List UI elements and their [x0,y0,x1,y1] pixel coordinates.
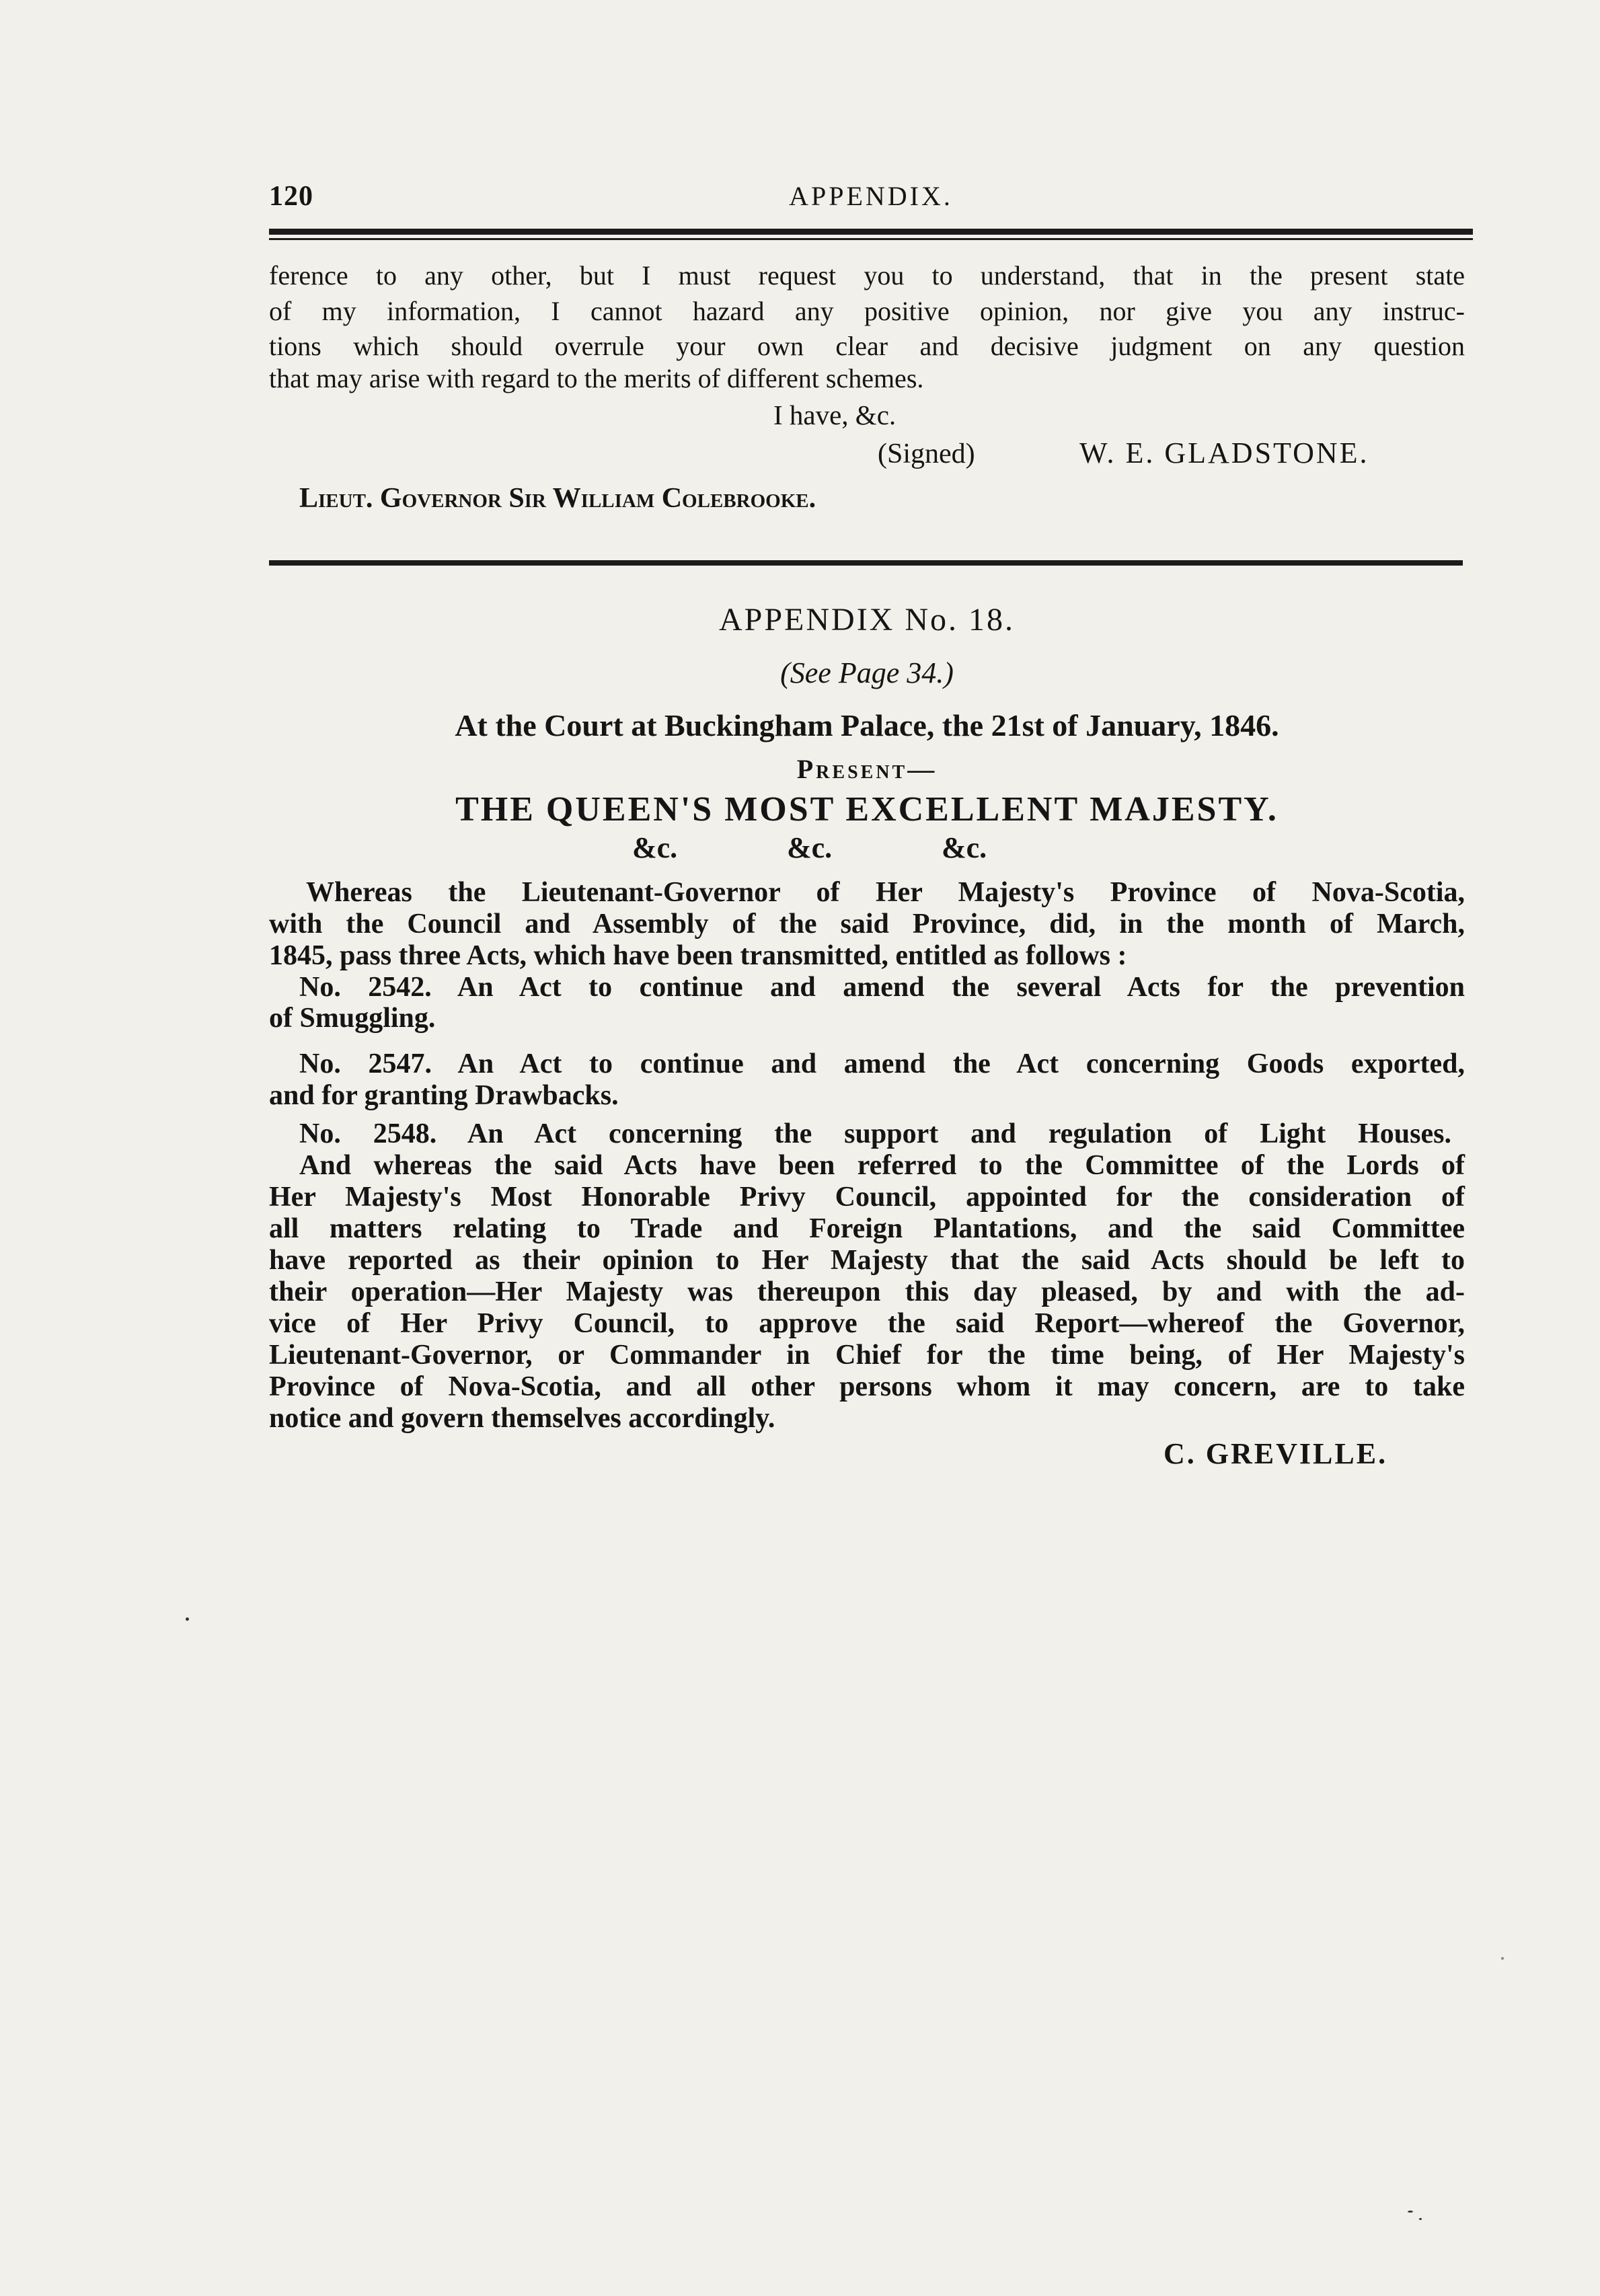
section-rule [269,560,1463,566]
page-header [269,180,1473,221]
order-line: Whereas the Lieutenant-Governor of Her Majesty's Province of Nova-Scotia, [306,877,1465,908]
signed-label: (Signed) [878,438,975,469]
header-rule [269,229,1473,240]
paper-speck [1419,2218,1422,2220]
order-line: No. 2547. An Act to continue and amend the Act concerning Goods exported, [299,1048,1465,1079]
letter-line: tions which should overrule your own clear and decisive judgment on any question [269,331,1465,361]
etc-item: &c. [632,831,678,864]
order-line: with the Council and Assembly of the said Province, did, in the month of March, [269,909,1465,940]
court-line: At the Court at Buckingham Palace, the 21st of January, 1846. [455,708,1279,742]
order-line: have reported as their opinion to Her Majesty that the said Acts should be left to [269,1245,1465,1276]
letter-line: ference to any other, but I must request you to understand, that in the present state [269,260,1465,291]
etc-item: &c. [787,831,833,864]
order-line: No. 2548. An Act concerning the support and regulation of Light Houses. [299,1118,1451,1149]
order-line: Lieutenant-Governor, or Commander in Chief for the time being, of Her Majesty's [269,1340,1465,1371]
paper-speck [1501,1957,1504,1960]
etc-row [632,831,1096,865]
addressee [299,482,816,514]
paper-speck [1408,2211,1413,2213]
queen-heading: THE QUEEN'S MOST EXCELLENT MAJESTY. [455,790,1279,829]
paper-speck [186,1617,189,1621]
present-label: Present— [796,754,938,784]
order-line: all matters relating to Trade and Foreign Plantations, and the said Committee [269,1213,1465,1244]
page-number: 120 [269,181,313,212]
addressee-text: Lieut. Governor Sir William Colebrooke. [299,483,816,514]
order-line: their operation—Her Majesty was thereupon this day pleased, by and with the ad- [269,1276,1465,1307]
letter-line: that may arise with regard to the merits of different schemes. [269,363,924,393]
signer-name: W. E. GLADSTONE. [1079,436,1369,469]
order-line: of Smuggling. [269,1003,436,1034]
signature-block [878,436,1369,470]
order-line: and for granting Drawbacks. [269,1080,619,1111]
order-line: 1845, pass three Acts, which have been transmitted, entitled as follows : [269,940,1127,971]
order-line: Province of Nova-Scotia, and all other persons whom it may concern, are to take [269,1371,1465,1402]
order-line: Her Majesty's Most Honorable Privy Council, appointed for the consideration of [269,1182,1465,1213]
see-page-reference: (See Page 34.) [780,656,954,689]
letter-line: of my information, I cannot hazard any positive opinion, nor give you any instruc- [269,296,1465,326]
order-line: And whereas the said Acts have been referred to the Committee of the Lords of [299,1150,1465,1181]
order-line: No. 2542. An Act to continue and amend the several Acts for the prevention [299,972,1465,1003]
etc-item: &c. [942,831,987,864]
order-line: vice of Her Privy Council, to approve the said Report—whereof the Governor, [269,1308,1465,1339]
order-line: notice and govern themselves accordingly. [269,1403,775,1434]
running-head: APPENDIX. [789,181,953,211]
greville-signature: C. GREVILLE. [1164,1437,1388,1470]
appendix-title: APPENDIX No. 18. [718,602,1015,638]
letter-closing: I have, &c. [773,399,897,430]
